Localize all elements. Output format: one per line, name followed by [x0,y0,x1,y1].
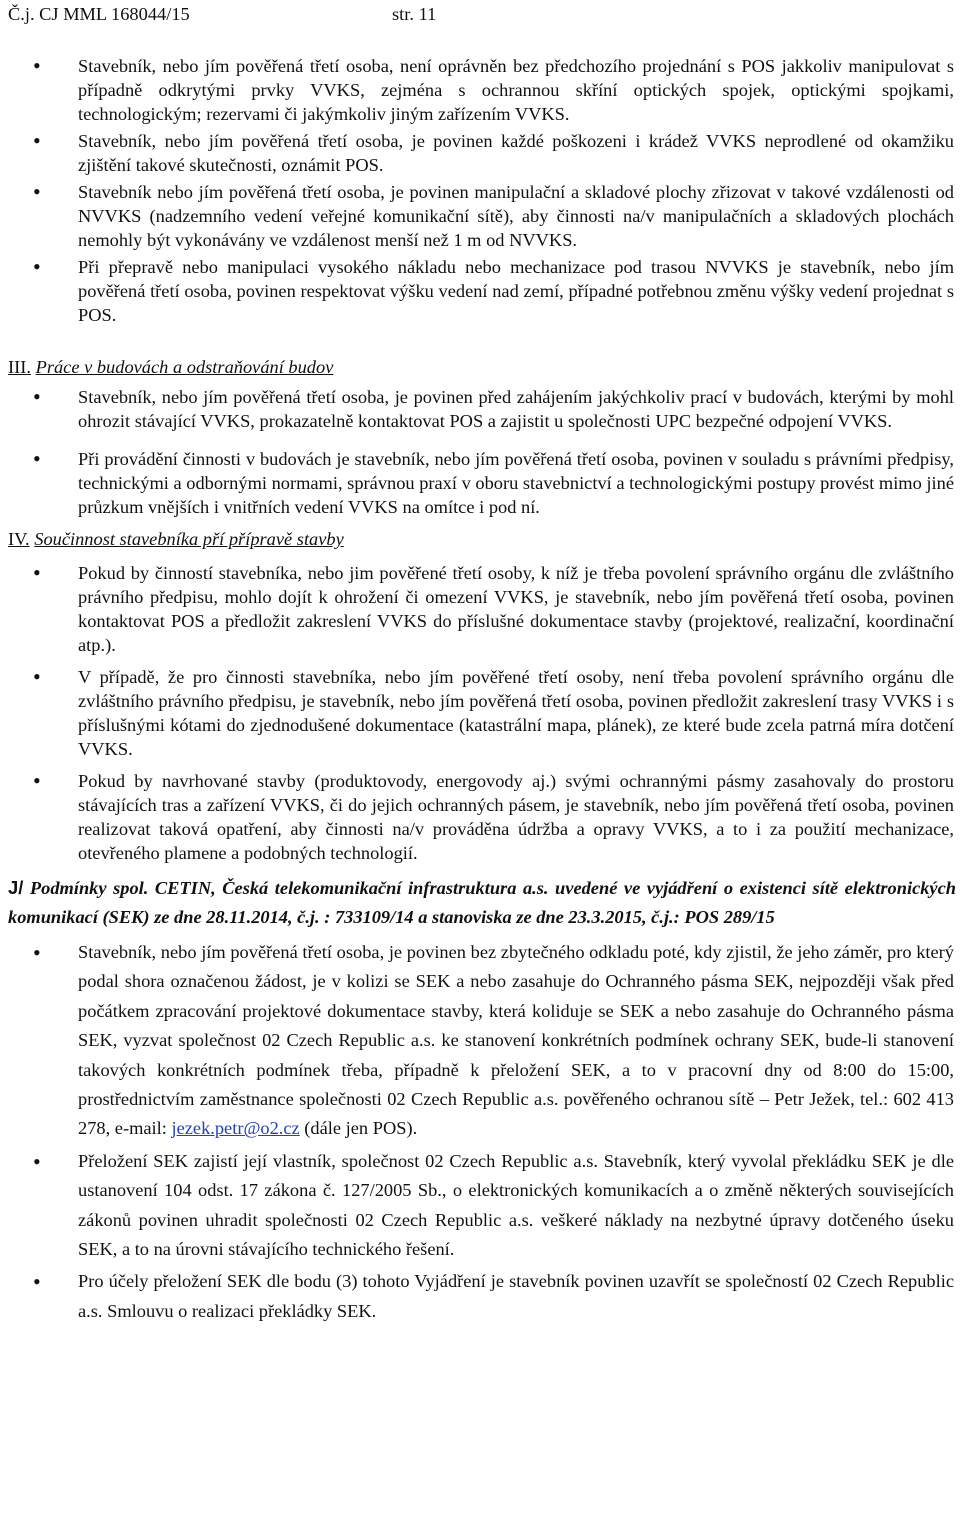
document-body [0,54,960,1329]
section-heading-iii [8,355,960,379]
list-item: • Pro účely přeložení SEK dle bodu (3) tohoto Vyjádření je stavebník povinen uzavřít se společností 02 Czech Republic a.s. Smlouvu o realizaci překládky SEK. [0,1267,960,1326]
list-item: • Pokud by činností stavebníka, nebo jim pověřené třetí osoby, k níž je třeba povolení správního orgánu dle zvláštního právního předpisu, mohlo dojít k ohrožení či omezení VVKS, je stavebník, nebo jím pověřená třetí osoba, povinen kontaktovat POS a předložit zakreslení VVKS do příslušné dokumentace stavby (projektové, realizační, koordinační atp.). [0,561,960,657]
list-item-text: (dále jen POS). [299,1118,418,1139]
section-number: III. [8,357,31,377]
section-iii-bullet-list [0,385,960,519]
section-heading-j [8,873,956,932]
page-number: str. 11 [392,4,437,24]
document-reference: Č.j. CJ MML 168044/15 [8,4,190,24]
list-item: • V případě, že pro činnosti stavebníka, nebo jím pověřené třetí osoby, není třeba povolení správního orgánu dle zvláštního právního předpisu, je stavebník, nebo jím pověřená třetí osoba, povinen předložit zakreslení trasy VVKS i s příslušnými kótami do zjednodušené dokumentace (katastrální mapa, plánek), ze které bude zcela patrná míra dotčení VVKS. [0,665,960,761]
list-item: • Pokud by navrhované stavby (produktovody, energovody aj.) svými ochrannými pásmy zasahovaly do prostoru stávajících tras a zařízení VVKS, či do jejich ochranných pásem, je stavebník, nebo jím pověřená třetí osoba, povinen realizovat taková opatření, aby činnosti na/v prováděna údržba a opravy VVKS, a to i za použití mechanizace, otevřeného plamene a podobných technologií. [0,769,960,865]
section-title: Součinnost stavebníka pří přípravě stavby [34,529,344,549]
intro-bullet-list [0,54,960,327]
section-title: Práce v budovách a odstraňování budov [35,357,334,377]
section-j-bullet-list [0,938,960,1326]
section-heading-iv [8,527,960,551]
list-item: • Stavebník, nebo jím pověřená třetí osoba, je povinen před zahájením jakýchkoliv prací v budovách, kterými by mohl ohrozit stávající VVKS, prokazatelně kontaktovat POS a zajistit u společnosti UPC bezpečné odpojení VVKS. [0,385,960,433]
email-link[interactable]: jezek.petr@o2.cz [171,1118,300,1139]
section-heading-text: Podmínky spol. CETIN, Česká telekomunikační infrastruktura a.s. uvedené ve vyjádření o existenci sítě elektronických komunikací (SEK) ze dne 28.11.2014, č.j. : 733109/14 a stanoviska ze dne 23.3.2015, č.j.: POS 289/15 [8,878,956,927]
list-item: • Stavebník, nebo jím pověřená třetí osoba, je povinen každé poškozeni i krádež VVKS neprodlené od okamžiku zjištění takové skutečnosti, oznámit POS. [0,129,960,177]
section-iv-bullet-list [0,561,960,865]
list-item [0,938,960,1144]
list-item-text: Stavebník, nebo jím pověřená třetí osoba, je povinen bez zbytečného odkladu poté, kdy zjistil, že jeho záměr, pro který podal shora označenou žádost, je v kolizi se SEK a nebo zasahuje do Ochranného pásma SEK, nejpozději však před počátkem zpracování projektové dokumentace stavby, která koliduje se SEK a nebo zasahuje do Ochranného pásma SEK, vyzvat společnost 02 Czech Republic a.s. ke stanovení konkrétních podmínek ochrany SEK, bude-li stanovení takových konkrétních podmínek třeba, případně k přeložení SEK, a to v pracovní dny od 8:00 do 15:00, prostřednictvím zaměstnance společnosti 02 Czech Republic a.s. pověřeného ochranou sítě – Petr Ježek, tel.: 602 413 278, e-mail: [78,942,954,1139]
list-item: • Při provádění činnosti v budovách je stavebník, nebo jím pověřená třetí osoba, povinen v souladu s právními předpisy, technickými a odbornými normami, správnou praxí v oboru stavebnictví a technologickými postupy provést mimo jiné průzkum vnějších i vnitřních vedení VVKS na omítce i pod ní. [0,447,960,519]
list-item: • Přeložení SEK zajistí její vlastník, společnost 02 Czech Republic a.s. Stavebník, který vyvolal překládku SEK je dle ustanovení 104 odst. 17 zákona č. 127/2005 Sb., o elektronických komunikacích a o změně některých souvisejících zákonů povinen uhradit společnosti 02 Czech Republic a.s. veškeré náklady na nezbytné úpravy dotčeného úseku SEK, a to na úrovni stávajícího technického řešení. [0,1147,960,1265]
section-letter: J/ [8,877,24,898]
list-item: • Stavebník, nebo jím pověřená třetí osoba, není oprávněn bez předchozího projednání s POS jakkoliv manipulovat s případně odkrytými prvky VVKS, zejména s ochrannou skříní optických spojek, optickými spojkami, technologickým; rezervami či jakýmkoliv jiným zařízením VVKS. [0,54,960,126]
page-header [8,4,948,24]
list-item: • Při přepravě nebo manipulaci vysokého nákladu nebo mechanizace pod trasou NVVKS je stavebník, nebo jím pověřená třetí osoba, povinen respektovat výšku vedení nad zemí, případné potřebnou změnu výšky vedení projednat s POS. [0,255,960,327]
list-item: • Stavebník nebo jím pověřená třetí osoba, je povinen manipulační a skladové plochy zřizovat v takové vzdálenosti od NVVKS (nadzemního vedení veřejné komunikační sítě), aby činnosti na/v manipulačních a skladových plochách nemohly být vykonávány ve vzdálenost menší než 1 m od NVVKS. [0,180,960,252]
section-number: IV. [8,529,30,549]
